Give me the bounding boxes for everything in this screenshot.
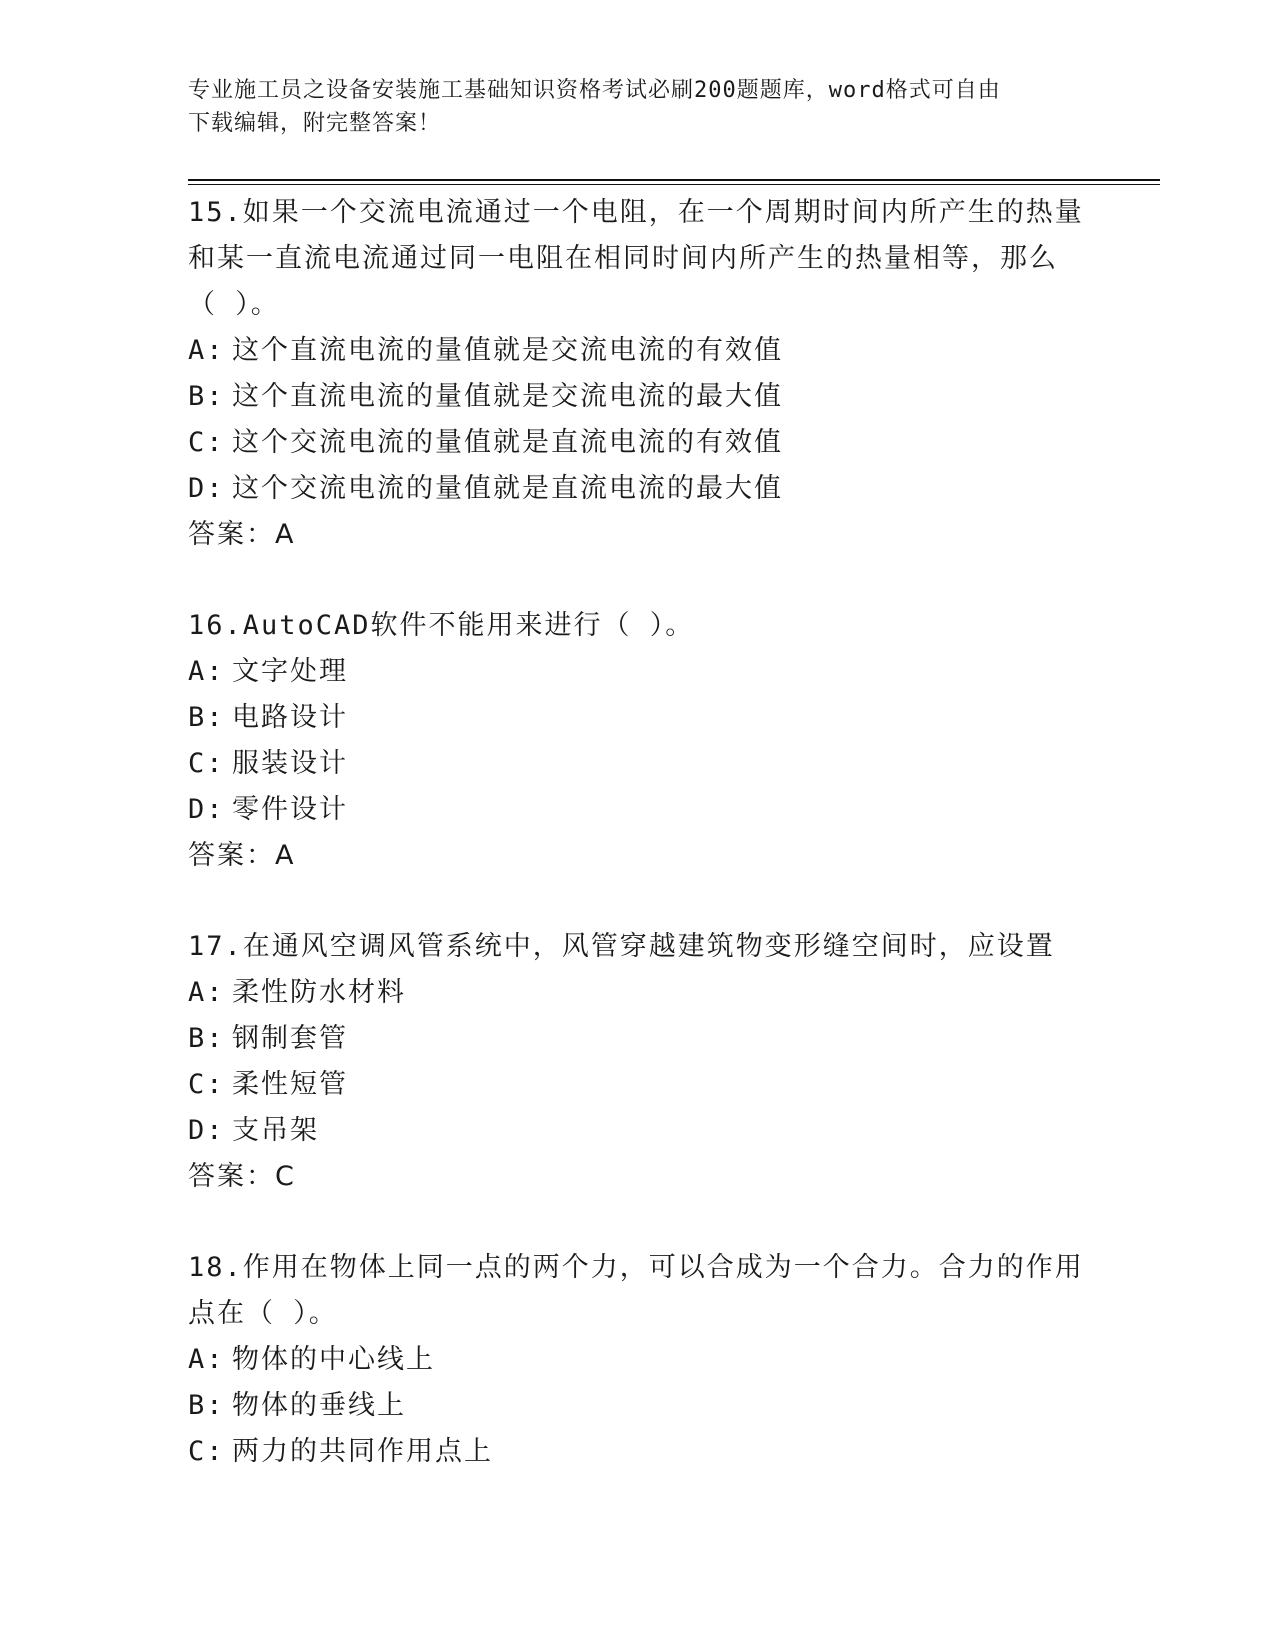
- option-letter: C:: [188, 748, 225, 779]
- answer-line: 答案：C: [188, 1161, 296, 1192]
- option-letter: C:: [188, 1069, 225, 1100]
- option-c: [188, 741, 1088, 787]
- option-d: [188, 1108, 1088, 1154]
- option-c: [188, 1429, 1088, 1475]
- question-text-line: 15.如果一个交流电流通过一个电阻，在一个周期时间内所产生的热量: [188, 197, 1084, 228]
- question-text-line: 和某一直流电流通过同一电阻在相同时间内所产生的热量相等，那么: [188, 243, 1058, 274]
- question-16: [188, 603, 1088, 879]
- option-text: 柔性防水材料: [232, 977, 406, 1008]
- option-text: 两力的共同作用点上: [232, 1436, 493, 1467]
- header-line-1: 专业施工员之设备安装施工基础知识资格考试必刷200题题库，word格式可自由: [188, 78, 1001, 103]
- header-divider-thin: [188, 184, 1160, 185]
- option-a: [188, 649, 1088, 695]
- option-letter: C:: [188, 427, 225, 458]
- option-letter: A:: [188, 656, 225, 687]
- option-text: 零件设计: [232, 794, 348, 825]
- option-text: 这个交流电流的量值就是直流电流的最大值: [232, 473, 783, 504]
- question-list: [188, 190, 1088, 1475]
- option-a: [188, 328, 1088, 374]
- question-text-line: 18.作用在物体上同一点的两个力，可以合成为一个合力。合力的作用: [188, 1252, 1084, 1283]
- question-text-line: 17.在通风空调风管系统中，风管穿越建筑物变形缝空间时，应设置: [188, 931, 1055, 962]
- option-letter: D:: [188, 1115, 225, 1146]
- answer-line: 答案：A: [188, 840, 296, 871]
- question-text-line: 点在（ ）。: [188, 1298, 338, 1329]
- option-letter: A:: [188, 1344, 225, 1375]
- option-c: [188, 1062, 1088, 1108]
- question-18: [188, 1245, 1088, 1475]
- question-spacer: [188, 1200, 1088, 1245]
- option-text: 文字处理: [232, 656, 348, 687]
- answer-line: 答案：A: [188, 519, 296, 550]
- option-b: [188, 695, 1088, 741]
- option-text: 服装设计: [232, 748, 348, 779]
- option-text: 电路设计: [232, 702, 348, 733]
- question-spacer: [188, 879, 1088, 924]
- option-text: 物体的垂线上: [232, 1390, 406, 1421]
- option-text: 这个交流电流的量值就是直流电流的有效值: [232, 427, 783, 458]
- option-letter: D:: [188, 473, 225, 504]
- option-letter: B:: [188, 702, 225, 733]
- question-text-line: （ ）。: [188, 289, 280, 320]
- option-letter: B:: [188, 1023, 225, 1054]
- document-header: [188, 74, 1088, 140]
- question-15: [188, 190, 1088, 558]
- option-letter: B:: [188, 1390, 225, 1421]
- option-text: 这个直流电流的量值就是交流电流的有效值: [232, 335, 783, 366]
- option-c: [188, 420, 1088, 466]
- option-b: [188, 1016, 1088, 1062]
- option-text: 柔性短管: [232, 1069, 348, 1100]
- option-b: [188, 374, 1088, 420]
- option-letter: A:: [188, 335, 225, 366]
- option-letter: A:: [188, 977, 225, 1008]
- question-17: [188, 924, 1088, 1200]
- header-divider-thick: [188, 179, 1160, 181]
- option-a: [188, 1337, 1088, 1383]
- option-text: 这个直流电流的量值就是交流电流的最大值: [232, 381, 783, 412]
- option-text: 支吊架: [232, 1115, 319, 1146]
- option-text: 物体的中心线上: [232, 1344, 435, 1375]
- option-a: [188, 970, 1088, 1016]
- option-d: [188, 787, 1088, 833]
- option-b: [188, 1383, 1088, 1429]
- option-letter: C:: [188, 1436, 225, 1467]
- question-text-line: 16.AutoCAD软件不能用来进行（ ）。: [188, 610, 695, 641]
- option-text: 钢制套管: [232, 1023, 348, 1054]
- header-line-2: 下载编辑，附完整答案！: [188, 111, 442, 136]
- option-d: [188, 466, 1088, 512]
- option-letter: B:: [188, 381, 225, 412]
- question-spacer: [188, 558, 1088, 603]
- option-letter: D:: [188, 794, 225, 825]
